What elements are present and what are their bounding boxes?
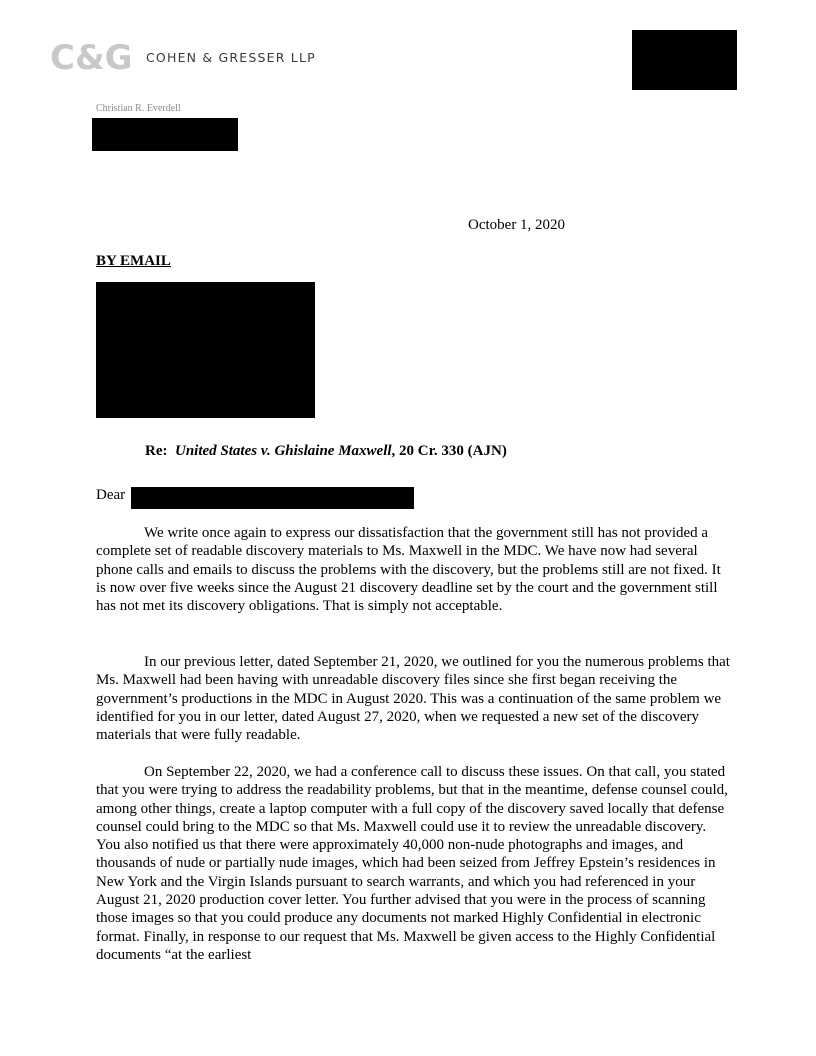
sender-name: Christian R. Everdell xyxy=(96,103,181,114)
redaction-block-address xyxy=(632,30,737,90)
re-line xyxy=(145,443,507,460)
salutation: Dear xyxy=(96,487,126,503)
re-prefix: Re: xyxy=(145,443,168,459)
firm-logo-icon xyxy=(50,38,133,78)
body-paragraph-2: In our previous letter, dated September 21, 2020, we outlined for you the numerous problems that Ms. Maxwell had been having with unreadable discovery files since she first began receiving the government’s productions in the MDC in August 2020. This was a continuation of the same problem we identified for you in our letter, dated August 27, 2020, when we requested a new set of the discovery materials that were fully readable. xyxy=(96,654,730,744)
delivery-method: BY EMAIL xyxy=(96,253,171,269)
body-paragraph-1: We write once again to express our dissatisfaction that the government still has not provided a complete set of readable discovery materials to Ms. Maxwell in the MDC. We have now had several phone calls and emails to discuss the problems with the discovery, but the problems still are not fixed. It is now over five weeks since the August 21 discovery deadline set by the court and the government still has not met its discovery obligations. That is simply not acceptable. xyxy=(96,525,721,615)
letter-date: October 1, 2020 xyxy=(468,217,566,233)
re-docket: , 20 Cr. 330 (AJN) xyxy=(391,443,507,459)
redaction-block-sender-contact xyxy=(92,118,238,151)
redaction-block-recipient xyxy=(96,282,315,418)
logo-lettering: C&G xyxy=(50,38,133,78)
redaction-block-salutation xyxy=(131,487,414,509)
re-case-name: United States v. Ghislaine Maxwell xyxy=(175,443,392,459)
body-paragraph-3: On September 22, 2020, we had a conference call to discuss these issues. On that call, you stated that you were trying to address the readability problems, but that in the meantime, defense counsel could, among other things, create a laptop computer with a full copy of the discovery saved locally that defense counsel could bring to the MDC so that Ms. Maxwell could use it to review the unreadable discovery. You also notified us that there were approximately 40,000 non-nude photographs and images, and thousands of nude or partially nude images, which had been seized from Jeffrey Epstein’s residences in New York and the Virgin Islands pursuant to search warrants, and which you had referenced in your August 21, 2020 production cover letter. You further advised that you were in the process of scanning those images so that you could produce any documents not marked Highly Confidential in electronic format. Finally, in response to our request that Ms. Maxwell be given access to the Highly Confidential documents “at the earliest xyxy=(96,764,728,963)
firm-name: COHEN & GRESSER LLP xyxy=(146,50,316,65)
